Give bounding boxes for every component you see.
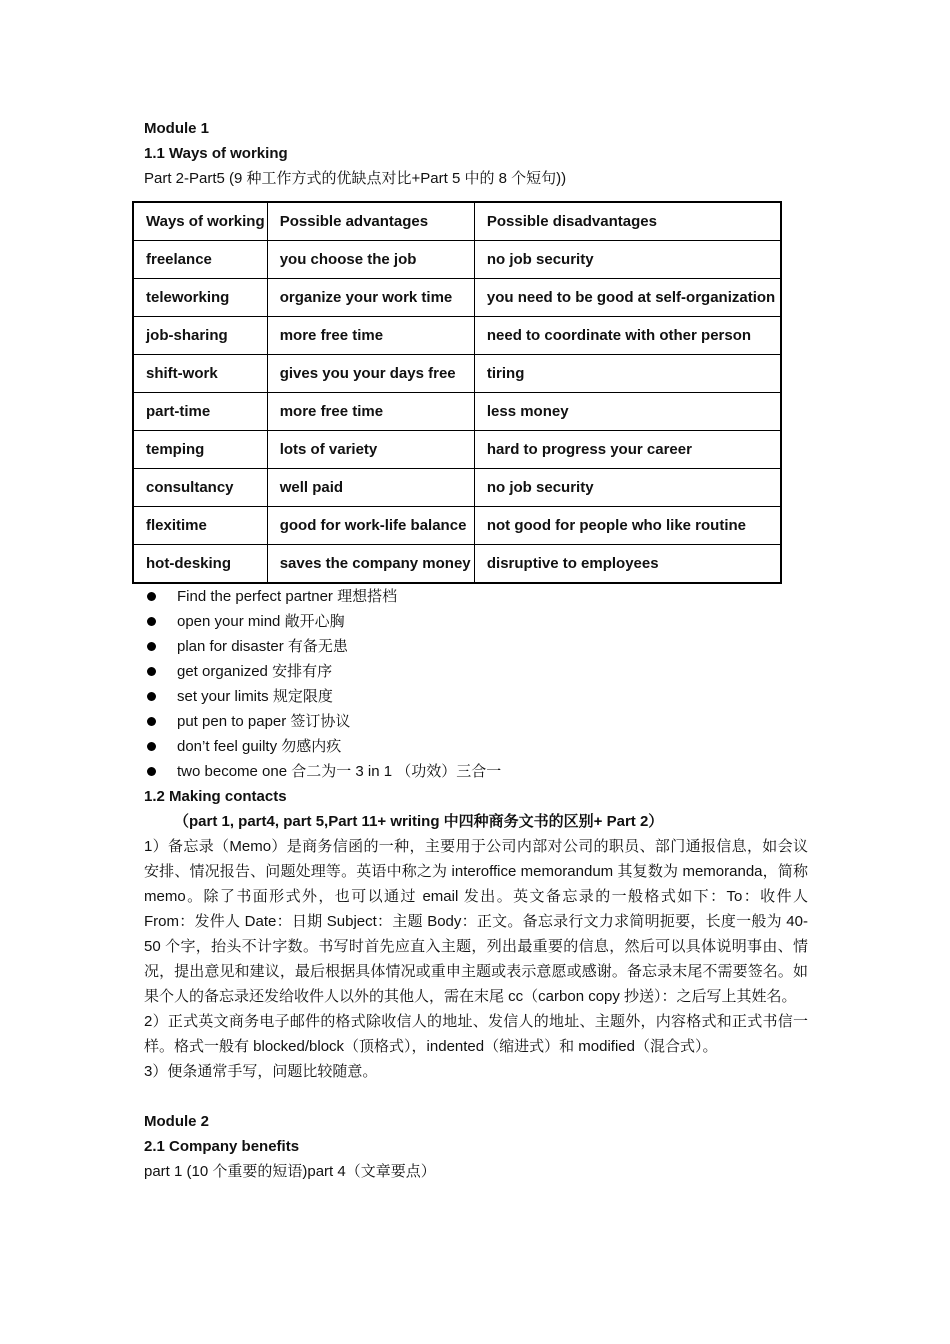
table-cell: tiring [474,355,781,393]
table-cell: well paid [267,469,474,507]
list-item: open your mind 敞开心胸 [144,609,808,634]
table-row [133,317,781,355]
table-cell: gives you your days free [267,355,474,393]
email-paragraph: 2）正式英文商务电子邮件的格式除收信人的地址、发信人的地址、主题外，内容格式和正式书信一样。格式一般有 blocked/block（顶格式），indented（缩进式）和 modified（混合式）。 [144,1013,808,1055]
table-cell: temping [133,431,267,469]
list-item: Find the perfect partner 理想搭档 [144,584,808,609]
table-cell: teleworking [133,279,267,317]
table-cell: no job security [474,469,781,507]
section-2-1-subtitle: part 1 (10 个重要的短语)part 4（文章要点） [144,1163,436,1180]
module-2-title: Module 2 [144,1113,210,1130]
table-cell: need to coordinate with other person [474,317,781,355]
table-row [133,507,781,545]
bullet-dot-icon [147,742,156,751]
bullet-dot-icon [147,692,156,701]
table-cell: freelance [133,241,267,279]
table-cell: good for work-life balance [267,507,474,545]
table-cell: less money [474,393,781,431]
bullet-dot-icon [147,617,156,626]
phrase-bullet-list [144,584,808,784]
table-cell: more free time [267,317,474,355]
bullet-dot-icon [147,667,156,676]
list-item: don’t feel guilty 勿感内疚 [144,734,808,759]
list-item: set your limits 规定限度 [144,684,808,709]
table-header-cell: Ways of working [133,202,267,241]
table-cell: shift-work [133,355,267,393]
table-row [133,393,781,431]
table-cell: consultancy [133,469,267,507]
table-row [133,431,781,469]
bullet-dot-icon [147,642,156,651]
note-paragraph: 3）便条通常手写，问题比较随意。 [144,1063,378,1080]
bullet-dot-icon [147,592,156,601]
section-1-1-heading: 1.1 Ways of working [144,145,288,162]
table-cell: part-time [133,393,267,431]
bullet-dot-icon [147,767,156,776]
section-1-2-heading: 1.2 Making contacts [144,788,287,805]
table-header-cell: Possible disadvantages [474,202,781,241]
section-1-1-subtitle: Part 2-Part5 (9 种工作方式的优缺点对比+Part 5 中的 8 个短句)) [144,170,567,187]
ways-of-working-table-wrapper [132,201,808,584]
document-page [144,116,808,1184]
table-header-row [133,202,781,241]
table-cell: hot-desking [133,545,267,584]
bullet-dot-icon [147,717,156,726]
list-item: two become one 合二为一 3 in 1 （功效）三合一 [144,759,808,784]
table-cell: you choose the job [267,241,474,279]
table-row [133,241,781,279]
table-row [133,279,781,317]
table-cell: disruptive to employees [474,545,781,584]
table-header-cell: Possible advantages [267,202,474,241]
table-cell: no job security [474,241,781,279]
table-cell: more free time [267,393,474,431]
spacer [144,1084,808,1109]
ways-of-working-table [132,201,782,584]
table-cell: flexitime [133,507,267,545]
table-row [133,545,781,584]
module-1-title: Module 1 [144,120,210,137]
table-cell: you need to be good at self-organization [474,279,781,317]
section-1-2-subtitle: （part 1, part4, part 5,Part 11+ writing 中四种商务文书的区别+ Part 2） [174,813,664,830]
list-item: get organized 安排有序 [144,659,808,684]
table-row [133,469,781,507]
table-cell: lots of variety [267,431,474,469]
section-2-1-heading: 2.1 Company benefits [144,1138,300,1155]
table-row [133,355,781,393]
table-cell: saves the company money [267,545,474,584]
list-item: put pen to paper 签订协议 [144,709,808,734]
table-cell: not good for people who like routine [474,507,781,545]
table-cell: job-sharing [133,317,267,355]
table-cell: hard to progress your career [474,431,781,469]
table-cell: organize your work time [267,279,474,317]
list-item: plan for disaster 有备无患 [144,634,808,659]
memo-paragraph: 1）备忘录（Memo）是商务信函的一种，主要用于公司内部对公司的职员、部门通报信息，如会议安排、情况报告、问题处理等。英语中称之为 interoffice memorandum 其复数为 memoranda，简称 memo。除了书面形式外，也可以通过 email 发出。英文备忘录的一般格式如下：To：收件人 From：发件人 Date：日期 Subject：主题 Body：正文。备忘录行文力求简明扼要，长度一般为 40-50 个字，抬头不计字数。书写时首先应直入主题，列出最重要的信息，然后可以具体说明事由、情况，提出意见和建议，最后根据具体情况或重申主题或表示意愿或感谢。备忘录末尾不需要签名。如果个人的备忘录还发给收件人以外的其他人，需在末尾 cc（carbon copy 抄送）：之后写上其姓名。 [144,838,808,1005]
